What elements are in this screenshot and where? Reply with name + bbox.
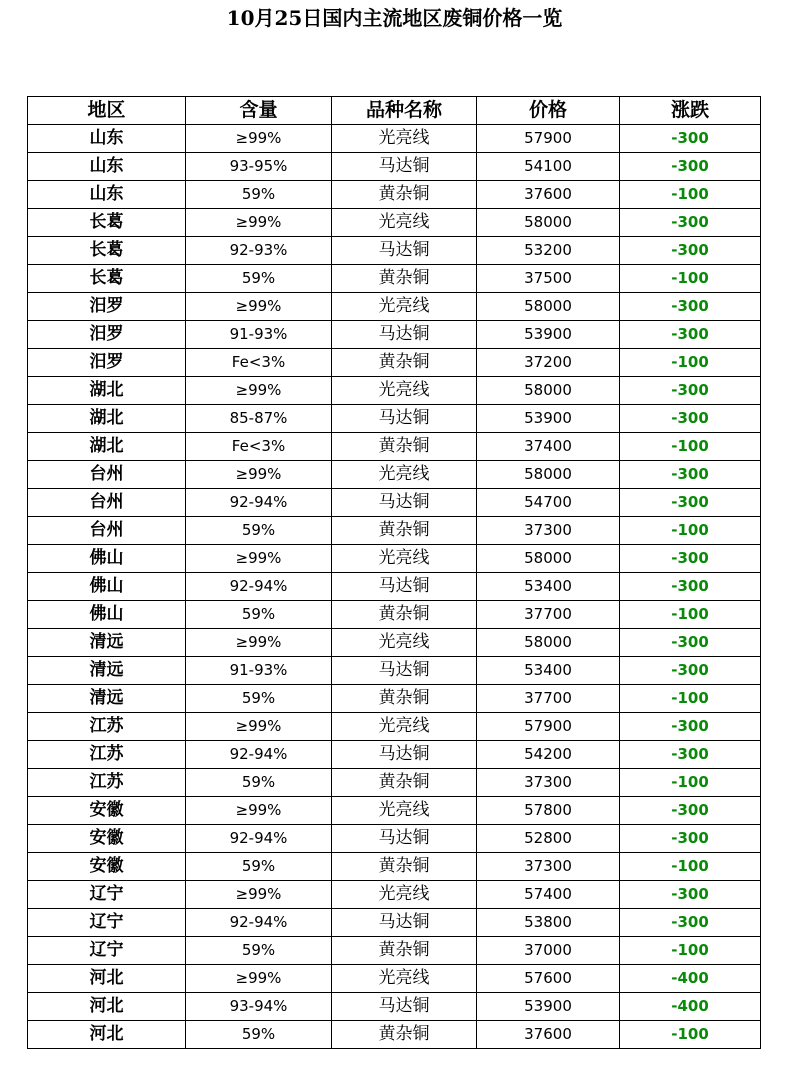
page-title: 10月25日国内主流地区废铜价格一览 — [226, 6, 563, 30]
change-cell: -400 — [620, 965, 761, 993]
region-cell: 江苏 — [28, 769, 186, 797]
variety-cell: 马达铜 — [332, 405, 477, 433]
change-cell: -300 — [620, 545, 761, 573]
content-cell: Fe<3% — [186, 433, 332, 461]
content-cell: ≥99% — [186, 377, 332, 405]
content-cell: 92-94% — [186, 909, 332, 937]
content-cell: ≥99% — [186, 461, 332, 489]
table-row — [28, 573, 761, 601]
table-row — [28, 153, 761, 181]
variety-cell: 黄杂铜 — [332, 349, 477, 377]
content-cell: ≥99% — [186, 125, 332, 153]
table-row — [28, 237, 761, 265]
variety-cell: 光亮线 — [332, 629, 477, 657]
content-cell: 92-93% — [186, 237, 332, 265]
price-cell: 37300 — [477, 853, 620, 881]
price-cell: 53900 — [477, 405, 620, 433]
variety-cell: 光亮线 — [332, 881, 477, 909]
change-cell: -300 — [620, 293, 761, 321]
table-row — [28, 265, 761, 293]
price-cell: 37300 — [477, 769, 620, 797]
table-row — [28, 125, 761, 153]
price-cell: 58000 — [477, 209, 620, 237]
content-cell: 59% — [186, 601, 332, 629]
variety-cell: 光亮线 — [332, 545, 477, 573]
content-cell: ≥99% — [186, 545, 332, 573]
price-cell: 57600 — [477, 965, 620, 993]
variety-cell: 黄杂铜 — [332, 181, 477, 209]
variety-cell: 光亮线 — [332, 209, 477, 237]
content-cell: 59% — [186, 937, 332, 965]
change-cell: -100 — [620, 349, 761, 377]
change-cell: -100 — [620, 685, 761, 713]
price-cell: 54700 — [477, 489, 620, 517]
content-cell: 92-94% — [186, 741, 332, 769]
variety-cell: 黄杂铜 — [332, 601, 477, 629]
content-cell: ≥99% — [186, 629, 332, 657]
price-table — [27, 96, 761, 1049]
price-cell: 37500 — [477, 265, 620, 293]
change-cell: -100 — [620, 517, 761, 545]
content-cell: 92-94% — [186, 489, 332, 517]
price-cell: 53900 — [477, 321, 620, 349]
content-cell: 93-94% — [186, 993, 332, 1021]
price-cell: 58000 — [477, 377, 620, 405]
region-cell: 山东 — [28, 125, 186, 153]
region-cell: 安徽 — [28, 825, 186, 853]
content-cell: 92-94% — [186, 573, 332, 601]
change-cell: -300 — [620, 125, 761, 153]
variety-cell: 黄杂铜 — [332, 937, 477, 965]
change-cell: -300 — [620, 321, 761, 349]
region-cell: 长葛 — [28, 209, 186, 237]
change-cell: -300 — [620, 713, 761, 741]
price-cell: 53400 — [477, 573, 620, 601]
region-cell: 辽宁 — [28, 937, 186, 965]
variety-cell: 黄杂铜 — [332, 433, 477, 461]
variety-cell: 马达铜 — [332, 825, 477, 853]
change-cell: -100 — [620, 433, 761, 461]
price-cell: 54100 — [477, 153, 620, 181]
content-cell: 59% — [186, 265, 332, 293]
variety-cell: 黄杂铜 — [332, 853, 477, 881]
variety-cell: 光亮线 — [332, 293, 477, 321]
table-row — [28, 545, 761, 573]
table-row — [28, 853, 761, 881]
region-cell: 台州 — [28, 517, 186, 545]
region-cell: 台州 — [28, 489, 186, 517]
content-cell: ≥99% — [186, 797, 332, 825]
region-cell: 佛山 — [28, 601, 186, 629]
variety-cell: 光亮线 — [332, 125, 477, 153]
change-cell: -100 — [620, 1021, 761, 1049]
change-cell: -100 — [620, 853, 761, 881]
table-body — [28, 125, 761, 1049]
variety-cell: 黄杂铜 — [332, 265, 477, 293]
change-cell: -300 — [620, 881, 761, 909]
table-row — [28, 881, 761, 909]
change-cell: -300 — [620, 825, 761, 853]
table-row — [28, 293, 761, 321]
price-cell: 52800 — [477, 825, 620, 853]
variety-cell: 马达铜 — [332, 993, 477, 1021]
change-cell: -300 — [620, 489, 761, 517]
region-cell: 湖北 — [28, 433, 186, 461]
region-cell: 江苏 — [28, 741, 186, 769]
region-cell: 汨罗 — [28, 321, 186, 349]
price-cell: 37400 — [477, 433, 620, 461]
variety-cell: 黄杂铜 — [332, 1021, 477, 1049]
change-cell: -400 — [620, 993, 761, 1021]
region-cell: 安徽 — [28, 797, 186, 825]
region-cell: 汨罗 — [28, 293, 186, 321]
header-region: 地区 — [28, 97, 186, 125]
variety-cell: 光亮线 — [332, 713, 477, 741]
table-row — [28, 629, 761, 657]
content-cell: 59% — [186, 685, 332, 713]
table-row — [28, 741, 761, 769]
region-cell: 清远 — [28, 685, 186, 713]
table-row — [28, 685, 761, 713]
price-cell: 37000 — [477, 937, 620, 965]
region-cell: 长葛 — [28, 237, 186, 265]
table-row — [28, 181, 761, 209]
region-cell: 佛山 — [28, 545, 186, 573]
price-cell: 57900 — [477, 125, 620, 153]
table-row — [28, 909, 761, 937]
variety-cell: 光亮线 — [332, 965, 477, 993]
content-cell: 92-94% — [186, 825, 332, 853]
table-row — [28, 209, 761, 237]
content-cell: ≥99% — [186, 293, 332, 321]
table-row — [28, 713, 761, 741]
table-row — [28, 825, 761, 853]
region-cell: 汨罗 — [28, 349, 186, 377]
change-cell: -300 — [620, 461, 761, 489]
region-cell: 安徽 — [28, 853, 186, 881]
price-cell: 37700 — [477, 601, 620, 629]
region-cell: 清远 — [28, 629, 186, 657]
table-row — [28, 937, 761, 965]
variety-cell: 光亮线 — [332, 377, 477, 405]
variety-cell: 黄杂铜 — [332, 685, 477, 713]
variety-cell: 马达铜 — [332, 741, 477, 769]
content-cell: ≥99% — [186, 881, 332, 909]
region-cell: 湖北 — [28, 377, 186, 405]
variety-cell: 马达铜 — [332, 573, 477, 601]
price-cell: 37700 — [477, 685, 620, 713]
region-cell: 河北 — [28, 993, 186, 1021]
price-cell: 37300 — [477, 517, 620, 545]
price-cell: 58000 — [477, 629, 620, 657]
region-cell: 台州 — [28, 461, 186, 489]
region-cell: 山东 — [28, 153, 186, 181]
content-cell: Fe<3% — [186, 349, 332, 377]
variety-cell: 马达铜 — [332, 909, 477, 937]
header-content: 含量 — [186, 97, 332, 125]
change-cell: -300 — [620, 237, 761, 265]
price-cell: 58000 — [477, 293, 620, 321]
change-cell: -300 — [620, 405, 761, 433]
change-cell: -300 — [620, 909, 761, 937]
content-cell: ≥99% — [186, 209, 332, 237]
price-cell: 37600 — [477, 1021, 620, 1049]
price-cell: 53800 — [477, 909, 620, 937]
change-cell: -300 — [620, 153, 761, 181]
variety-cell: 马达铜 — [332, 489, 477, 517]
price-cell: 58000 — [477, 461, 620, 489]
content-cell: 59% — [186, 181, 332, 209]
change-cell: -300 — [620, 741, 761, 769]
table-row — [28, 965, 761, 993]
price-cell: 57400 — [477, 881, 620, 909]
region-cell: 长葛 — [28, 265, 186, 293]
region-cell: 佛山 — [28, 573, 186, 601]
variety-cell: 黄杂铜 — [332, 517, 477, 545]
price-cell: 37600 — [477, 181, 620, 209]
change-cell: -100 — [620, 937, 761, 965]
change-cell: -100 — [620, 769, 761, 797]
price-cell: 53200 — [477, 237, 620, 265]
variety-cell: 黄杂铜 — [332, 769, 477, 797]
region-cell: 清远 — [28, 657, 186, 685]
change-cell: -100 — [620, 601, 761, 629]
table-header-row — [28, 97, 761, 125]
variety-cell: 马达铜 — [332, 657, 477, 685]
change-cell: -300 — [620, 657, 761, 685]
header-change: 涨跌 — [620, 97, 761, 125]
content-cell: ≥99% — [186, 713, 332, 741]
table-row — [28, 489, 761, 517]
content-cell: 91-93% — [186, 321, 332, 349]
content-cell: 59% — [186, 769, 332, 797]
table-row — [28, 433, 761, 461]
price-cell: 57900 — [477, 713, 620, 741]
variety-cell: 光亮线 — [332, 461, 477, 489]
region-cell: 江苏 — [28, 713, 186, 741]
table-row — [28, 321, 761, 349]
region-cell: 辽宁 — [28, 881, 186, 909]
table-row — [28, 349, 761, 377]
variety-cell: 马达铜 — [332, 153, 477, 181]
header-variety: 品种名称 — [332, 97, 477, 125]
price-cell: 58000 — [477, 545, 620, 573]
change-cell: -300 — [620, 629, 761, 657]
table-row — [28, 405, 761, 433]
table-row — [28, 993, 761, 1021]
table-row — [28, 461, 761, 489]
region-cell: 辽宁 — [28, 909, 186, 937]
table-row — [28, 517, 761, 545]
content-cell: 59% — [186, 1021, 332, 1049]
change-cell: -300 — [620, 377, 761, 405]
content-cell: 85-87% — [186, 405, 332, 433]
content-cell: 93-95% — [186, 153, 332, 181]
price-cell: 53900 — [477, 993, 620, 1021]
price-cell: 57800 — [477, 797, 620, 825]
region-cell: 湖北 — [28, 405, 186, 433]
change-cell: -300 — [620, 209, 761, 237]
price-cell: 37200 — [477, 349, 620, 377]
price-cell: 54200 — [477, 741, 620, 769]
price-cell: 53400 — [477, 657, 620, 685]
table-row — [28, 657, 761, 685]
table-row — [28, 769, 761, 797]
change-cell: -100 — [620, 181, 761, 209]
region-cell: 山东 — [28, 181, 186, 209]
content-cell: 91-93% — [186, 657, 332, 685]
table-row — [28, 797, 761, 825]
variety-cell: 马达铜 — [332, 321, 477, 349]
table-row — [28, 377, 761, 405]
change-cell: -300 — [620, 573, 761, 601]
header-price: 价格 — [477, 97, 620, 125]
region-cell: 河北 — [28, 1021, 186, 1049]
table-row — [28, 1021, 761, 1049]
content-cell: 59% — [186, 517, 332, 545]
table-row — [28, 601, 761, 629]
change-cell: -100 — [620, 265, 761, 293]
variety-cell: 马达铜 — [332, 237, 477, 265]
variety-cell: 光亮线 — [332, 797, 477, 825]
change-cell: -300 — [620, 797, 761, 825]
region-cell: 河北 — [28, 965, 186, 993]
content-cell: 59% — [186, 853, 332, 881]
content-cell: ≥99% — [186, 965, 332, 993]
